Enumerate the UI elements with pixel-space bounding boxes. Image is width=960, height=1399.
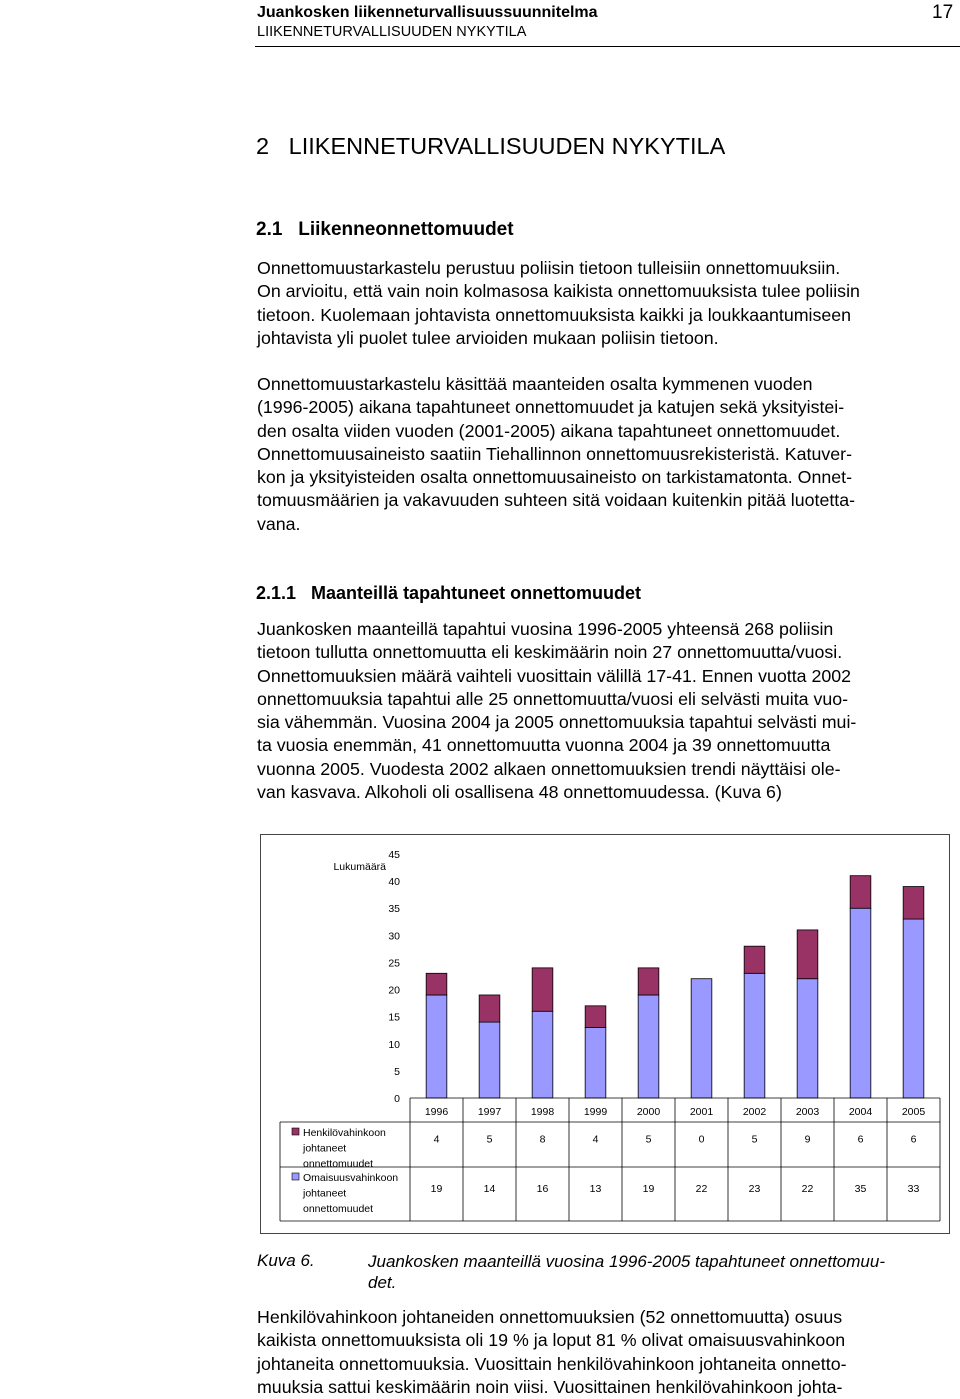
paragraph-line: Juankosken maanteillä tapahtui vuosina 1996-2005 yhteensä 268 poliisin [257,619,834,639]
paragraph-line: vuonna 2005. Vuodesta 2002 alkaen onnettomuuksien trendi näyttäisi ole- [257,758,841,779]
table-cell-value: 13 [589,1183,602,1195]
x-tick-label: 2004 [848,1106,873,1118]
figure-caption-text [368,1251,958,1293]
legend-swatch [292,1128,299,1135]
paragraph-line: Onnettomuustarkastelu perustuu poliisin tietoon tulleisiin onnettomuuksiin. [257,258,841,278]
chapter-heading: 2 LIIKENNETURVALLISUUDEN NYKYTILA [256,133,726,159]
table-cell-value: 6 [910,1133,917,1146]
table-cell-value: 19 [430,1183,443,1195]
bar-segment [797,979,818,1098]
legend-label: onnettomuudet [303,1203,374,1215]
bar-segment [532,968,553,1011]
paragraph-4 [257,1306,954,1399]
x-tick-label: 1999 [583,1106,608,1118]
bar-segment [426,973,447,995]
paragraph-line: den osalta viiden vuoden (2001-2005) aikana tapahtuneet onnettomuudet. [257,420,841,441]
paragraph-line: Onnettomuuksien määrä vaihteli vuosittain välillä 17-41. Ennen vuotta 2002 [257,665,852,686]
table-cell-value: 6 [857,1133,864,1146]
y-tick-label: 30 [388,930,400,943]
caption-line: det. [368,1273,397,1292]
table-cell-value: 9 [804,1133,811,1146]
paragraph-line: tietoon tullutta onnettomuutta eli keskimäärin noin 27 onnettomuutta/vuosi. [257,642,843,663]
bar-segment [532,1011,553,1098]
paragraph-line: kaikista onnettomuuksista oli 19 % ja loput 81 % olivat omaisuusvahinkoon [257,1330,846,1351]
document-header-title: Juankosken liikenneturvallisuussuunnitelma [257,4,598,21]
bar-segment [638,995,659,1098]
y-tick-label: 0 [394,1093,400,1105]
table-cell-value: 4 [433,1133,440,1146]
paragraph-line: Onnettomuusaineisto saatiin Tiehallinnon onnettomuusrekisteristä. Katuver- [257,443,853,464]
paragraph-line: On arvioitu, että vain noin kolmasosa kaikista onnettomuuksista tulee poliisin [257,281,860,302]
bar-segment [903,887,924,920]
bar-segment [585,1006,606,1028]
y-axis-label: Lukumäärä [333,861,386,873]
legend-label: johtaneet [303,1187,347,1200]
table-cell-value: 22 [801,1183,814,1195]
table-cell-value: 5 [751,1133,758,1146]
paragraph-line: Onnettomuustarkastelu käsittää maanteiden osalta kymmenen vuoden [257,374,813,394]
table-cell-value: 22 [695,1183,708,1195]
table-cell-value: 35 [854,1183,867,1195]
bar-segment [903,919,924,1098]
y-tick-label: 5 [394,1065,400,1078]
header-divider [255,46,960,47]
paragraph-line: onnettomuuksia tapahtui alle 25 onnettomuutta/vuosi eli selvästi muita vuo- [257,688,849,709]
table-cell-value: 23 [748,1183,761,1195]
legend-label: Henkilövahinkoon [303,1127,386,1139]
x-tick-label: 2000 [636,1106,661,1118]
caption-line: Juankosken maanteillä vuosina 1996-2005 tapahtuneet onnettomuu- [368,1252,885,1271]
paragraph-1 [257,257,954,350]
subsection-heading: 2.1.1 Maanteillä tapahtuneet onnettomuudet [256,583,642,603]
x-tick-label: 2001 [689,1106,714,1118]
paragraph-2 [257,373,954,536]
section-heading: 2.1 Liikenneonnettomuudet [256,219,514,240]
y-tick-label: 10 [388,1038,400,1051]
paragraph-line: sia vähemmän. Vuosina 2004 ja 2005 onnettomuuksia tapahtui selvästi mui- [257,712,857,733]
table-cell-value: 33 [907,1183,920,1195]
table-cell-value: 5 [645,1133,652,1146]
accident-chart [260,834,950,1234]
paragraph-line: vana. [257,513,301,534]
bar-segment [479,995,500,1022]
legend-label: Omaisuusvahinkoon [303,1172,399,1184]
figure-caption-label: Kuva 6. [257,1251,315,1270]
page-number: 17 [932,2,954,23]
bar-segment [744,973,765,1098]
table-cell-value: 0 [698,1133,705,1146]
paragraph-line: muuksia sattui keskimäärin noin viisi. Vuosittainen henkilövahinkoon johta- [257,1376,843,1397]
x-tick-label: 1996 [424,1106,449,1118]
bar-segment [691,979,712,1098]
y-tick-label: 35 [388,903,400,916]
y-tick-label: 20 [388,984,400,997]
paragraph-line: johtavista yli puolet tulee arvioiden mukaan poliisin tietoon. [257,327,719,348]
paragraph-line: tietoon. Kuolemaan johtavista onnettomuuksista kaikki ja loukkaantumiseen [257,304,852,325]
x-tick-label: 1997 [477,1106,502,1118]
paragraph-line: Henkilövahinkoon johtaneiden onnettomuuksien (52 onnettomuutta) osuus [257,1307,843,1327]
bar-segment [479,1022,500,1098]
paragraph-line: johtaneita onnettomuuksia. Vuosittain henkilövahinkoon johtaneita onnetto- [257,1353,847,1374]
y-tick-label: 15 [388,1011,400,1024]
x-tick-label: 1998 [530,1106,555,1118]
paragraph-line: ta vuosia enemmän, 41 onnettomuutta vuonna 2004 ja 39 onnettomuutta [257,735,831,756]
legend-label: onnettomuudet [303,1158,374,1170]
y-tick-label: 25 [388,957,400,970]
table-cell-value: 19 [642,1183,655,1195]
legend-label: johtaneet [303,1142,347,1155]
table-cell-value: 4 [592,1133,599,1146]
bar-segment [638,968,659,995]
y-tick-label: 45 [388,849,400,861]
paragraph-line: tomuusmäärien ja vakavuuden suhteen sitä voidaan kuitenkin pitää luotetta- [257,490,856,511]
legend-swatch [292,1173,299,1180]
table-cell-value: 5 [486,1133,493,1146]
document-header-subtitle: LIIKENNETURVALLISUUDEN NYKYTILA [257,24,527,40]
bar-segment [585,1028,606,1098]
bar-segment [744,946,765,973]
table-cell-value: 16 [536,1183,549,1195]
table-cell-value: 14 [483,1183,496,1195]
bar-segment [850,876,871,909]
paragraph-line: van kasvava. Alkoholi oli osallisena 48 onnettomuudessa. (Kuva 6) [257,782,782,803]
y-tick-label: 40 [388,876,400,889]
table-cell-value: 8 [539,1133,546,1146]
paragraph-line: kon ja yksityisteiden osalta onnettomuusaineisto on tarkistamatonta. Onnet- [257,467,853,488]
paragraph-line: (1996-2005) aikana tapahtuneet onnettomuudet ja katujen sekä yksityistei- [257,397,845,418]
bar-segment [426,995,447,1098]
paragraph-3 [257,618,954,804]
bar-segment [797,930,818,979]
x-tick-label: 2003 [795,1106,820,1118]
x-tick-label: 2005 [901,1106,926,1118]
x-tick-label: 2002 [742,1106,767,1118]
bar-segment [850,908,871,1098]
